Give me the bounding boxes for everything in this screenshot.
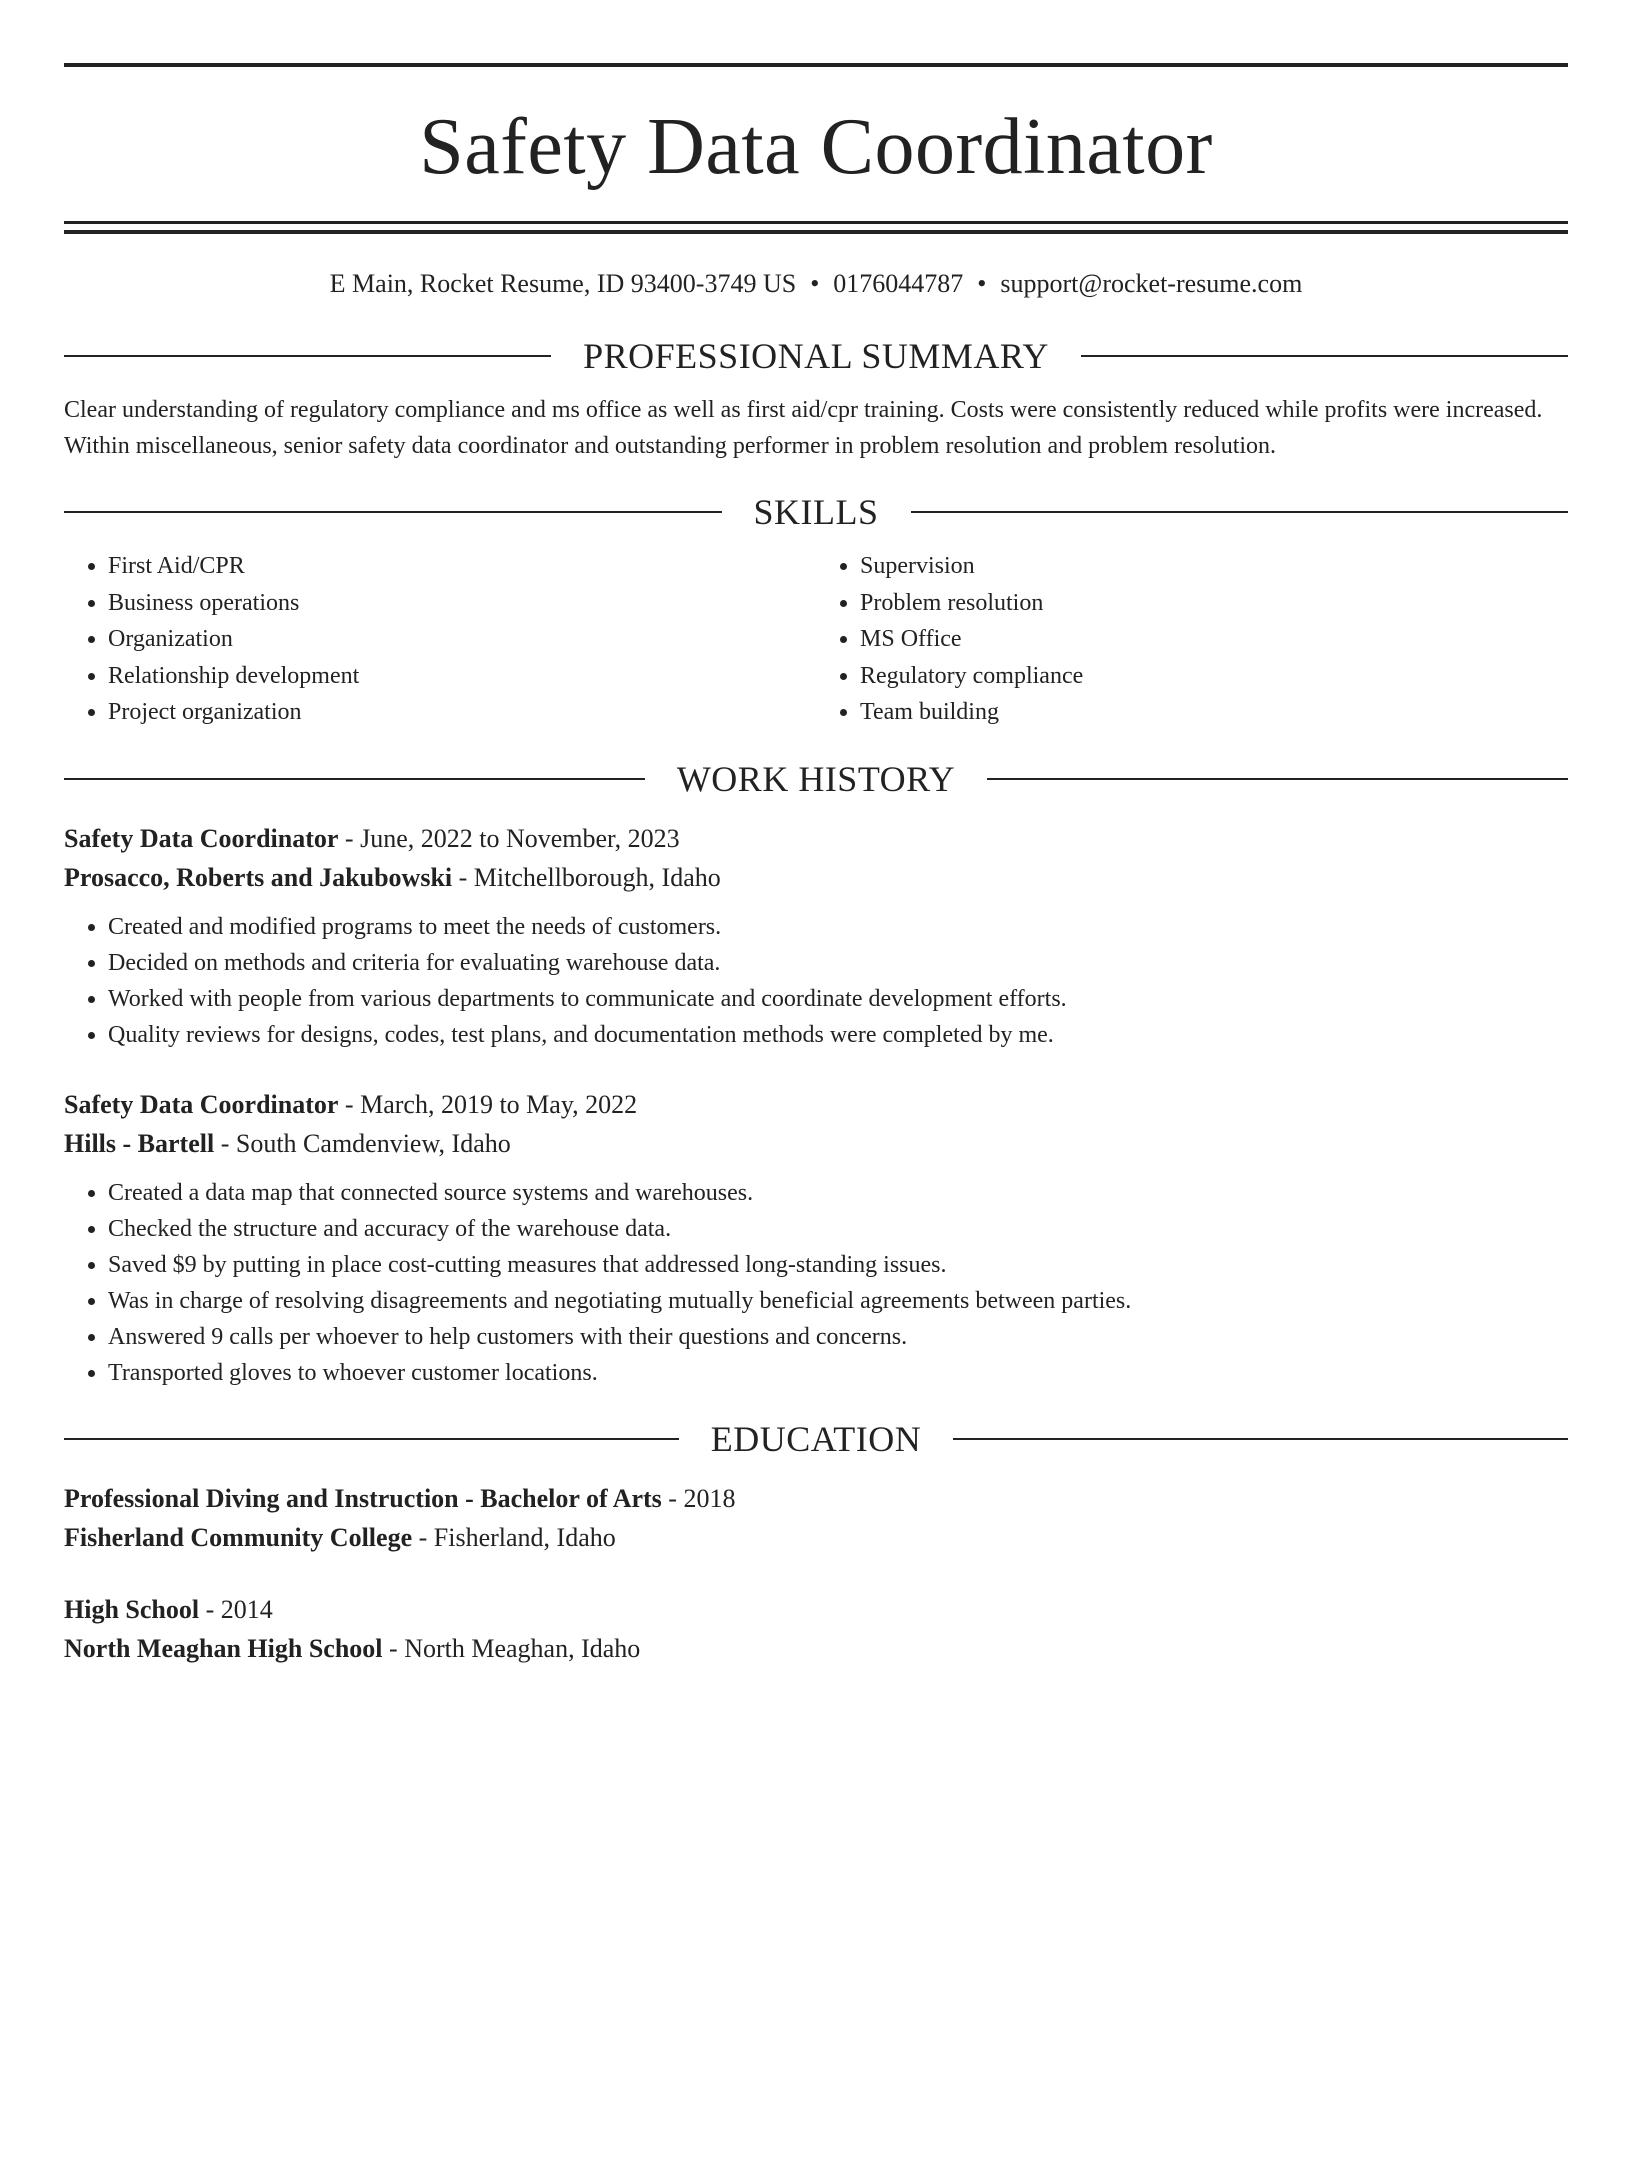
heading-rule-right bbox=[987, 778, 1568, 780]
job-bullet: • Saved $9 by putting in place cost-cutting measures that addressed long-standing issues. bbox=[108, 1247, 1568, 1283]
heading-rule-left bbox=[64, 778, 645, 780]
contact-separator: • bbox=[977, 269, 987, 298]
skill-item: • Team building bbox=[860, 694, 1568, 731]
job-bullet: • Worked with people from various departments to communicate and coordinate development efforts. bbox=[108, 981, 1568, 1017]
section-heading-summary bbox=[64, 334, 1568, 378]
education-degree: High School bbox=[64, 1594, 200, 1624]
contact-email: support@rocket-resume.com bbox=[1000, 269, 1303, 298]
contact-line bbox=[64, 268, 1568, 300]
heading-rule-left bbox=[64, 1438, 679, 1440]
skills-list-right bbox=[816, 548, 1568, 731]
education-school: North Meaghan High School bbox=[64, 1634, 383, 1663]
job-entry bbox=[64, 1085, 1568, 1391]
job-bullets bbox=[64, 909, 1568, 1053]
job-location: Mitchellborough, Idaho bbox=[473, 862, 721, 892]
resume-page bbox=[0, 63, 1632, 2175]
heading-rule-right bbox=[953, 1438, 1568, 1440]
education-location: Fisherland, Idaho bbox=[433, 1523, 616, 1552]
job-title-line: Safety Data Coordinator - March, 2019 to May, 2022 bbox=[64, 1089, 638, 1119]
job-bullet: • Created a data map that connected source systems and warehouses. bbox=[108, 1175, 1568, 1211]
skill-item: • MS Office bbox=[860, 621, 1568, 658]
heading-rule-right bbox=[1081, 355, 1568, 357]
heading-rule-left bbox=[64, 511, 722, 513]
job-company: Hills - Bartell bbox=[64, 1128, 215, 1158]
skill-item: • Business operations bbox=[108, 585, 816, 622]
education-year: 2014 bbox=[220, 1594, 273, 1624]
job-bullet: • Quality reviews for designs, codes, test plans, and documentation methods were completed by me. bbox=[108, 1017, 1568, 1053]
job-bullet: • Was in charge of resolving disagreements and negotiating mutually beneficial agreements between parties. bbox=[108, 1283, 1568, 1319]
skill-item: • Organization bbox=[108, 621, 816, 658]
job-company-line: Prosacco, Roberts and Jakubowski - Mitchellborough, Idaho bbox=[64, 862, 721, 892]
skills-columns bbox=[64, 548, 1568, 731]
education-entry bbox=[64, 1590, 1568, 1669]
section-heading-work bbox=[64, 757, 1568, 801]
top-rule bbox=[64, 63, 1568, 67]
job-dates: March, 2019 to May, 2022 bbox=[360, 1089, 638, 1119]
section-heading-education bbox=[64, 1417, 1568, 1461]
section-heading-skills bbox=[64, 490, 1568, 534]
education-location: North Meaghan, Idaho bbox=[404, 1634, 641, 1663]
education-degree-line: Professional Diving and Instruction - Bachelor of Arts - 2018 bbox=[64, 1483, 736, 1513]
skill-item: • First Aid/CPR bbox=[108, 548, 816, 585]
job-title: Safety Data Coordinator bbox=[64, 1089, 339, 1119]
contact-phone: 0176044787 bbox=[833, 269, 964, 298]
job-bullet: • Decided on methods and criteria for evaluating warehouse data. bbox=[108, 945, 1568, 981]
job-company: Prosacco, Roberts and Jakubowski bbox=[64, 862, 453, 892]
contact-separator: • bbox=[810, 269, 820, 298]
job-title-line: Safety Data Coordinator - June, 2022 to November, 2023 bbox=[64, 823, 680, 853]
education-school-line: North Meaghan High School - North Meaghan, Idaho bbox=[64, 1634, 641, 1663]
job-bullet: • Created and modified programs to meet the needs of customers. bbox=[108, 909, 1568, 945]
candidate-name: Safety Data Coordinator bbox=[419, 103, 1213, 191]
section-title: SKILLS bbox=[753, 492, 879, 532]
job-bullet: • Transported gloves to whoever customer locations. bbox=[108, 1355, 1568, 1391]
skills-list-left bbox=[64, 548, 816, 731]
job-bullet: • Checked the structure and accuracy of the warehouse data. bbox=[108, 1211, 1568, 1247]
job-company-line: Hills - Bartell - South Camdenview, Idaho bbox=[64, 1128, 511, 1158]
section-title: WORK HISTORY bbox=[676, 758, 956, 799]
heading-rule-left bbox=[64, 355, 551, 357]
skill-item: • Project organization bbox=[108, 694, 816, 731]
skill-item: • Relationship development bbox=[108, 658, 816, 695]
education-school-line: Fisherland Community College - Fisherland, Idaho bbox=[64, 1523, 616, 1552]
summary-text: Clear understanding of regulatory compliance and ms office as well as first aid/cpr training. Costs were consistently reduced while profits were increased. Within miscellaneous, senior safety data coordinator and outstanding performer in problem resolution and problem resolution. bbox=[64, 397, 1543, 459]
job-location: South Camdenview, Idaho bbox=[235, 1128, 511, 1158]
job-bullet: • Answered 9 calls per whoever to help customers with their questions and concerns. bbox=[108, 1319, 1568, 1355]
education-year: 2018 bbox=[683, 1483, 736, 1513]
education-entry bbox=[64, 1479, 1568, 1558]
job-dates: June, 2022 to November, 2023 bbox=[360, 823, 680, 853]
job-entry bbox=[64, 819, 1568, 1053]
education-school: Fisherland Community College bbox=[64, 1523, 413, 1552]
job-bullets bbox=[64, 1175, 1568, 1391]
skill-item: • Regulatory compliance bbox=[860, 658, 1568, 695]
section-title: PROFESSIONAL SUMMARY bbox=[583, 336, 1049, 376]
contact-address: E Main, Rocket Resume, ID 93400-3749 US bbox=[329, 269, 797, 298]
heading-rule-right bbox=[911, 511, 1569, 513]
header-double-rule bbox=[64, 221, 1568, 234]
skill-item: • Supervision bbox=[860, 548, 1568, 585]
skill-item: • Problem resolution bbox=[860, 585, 1568, 622]
job-title: Safety Data Coordinator bbox=[64, 823, 339, 853]
education-degree-line: High School - 2014 bbox=[64, 1594, 273, 1624]
education-degree: Professional Diving and Instruction - Bachelor of Arts bbox=[64, 1483, 662, 1513]
section-title: EDUCATION bbox=[710, 1418, 922, 1459]
